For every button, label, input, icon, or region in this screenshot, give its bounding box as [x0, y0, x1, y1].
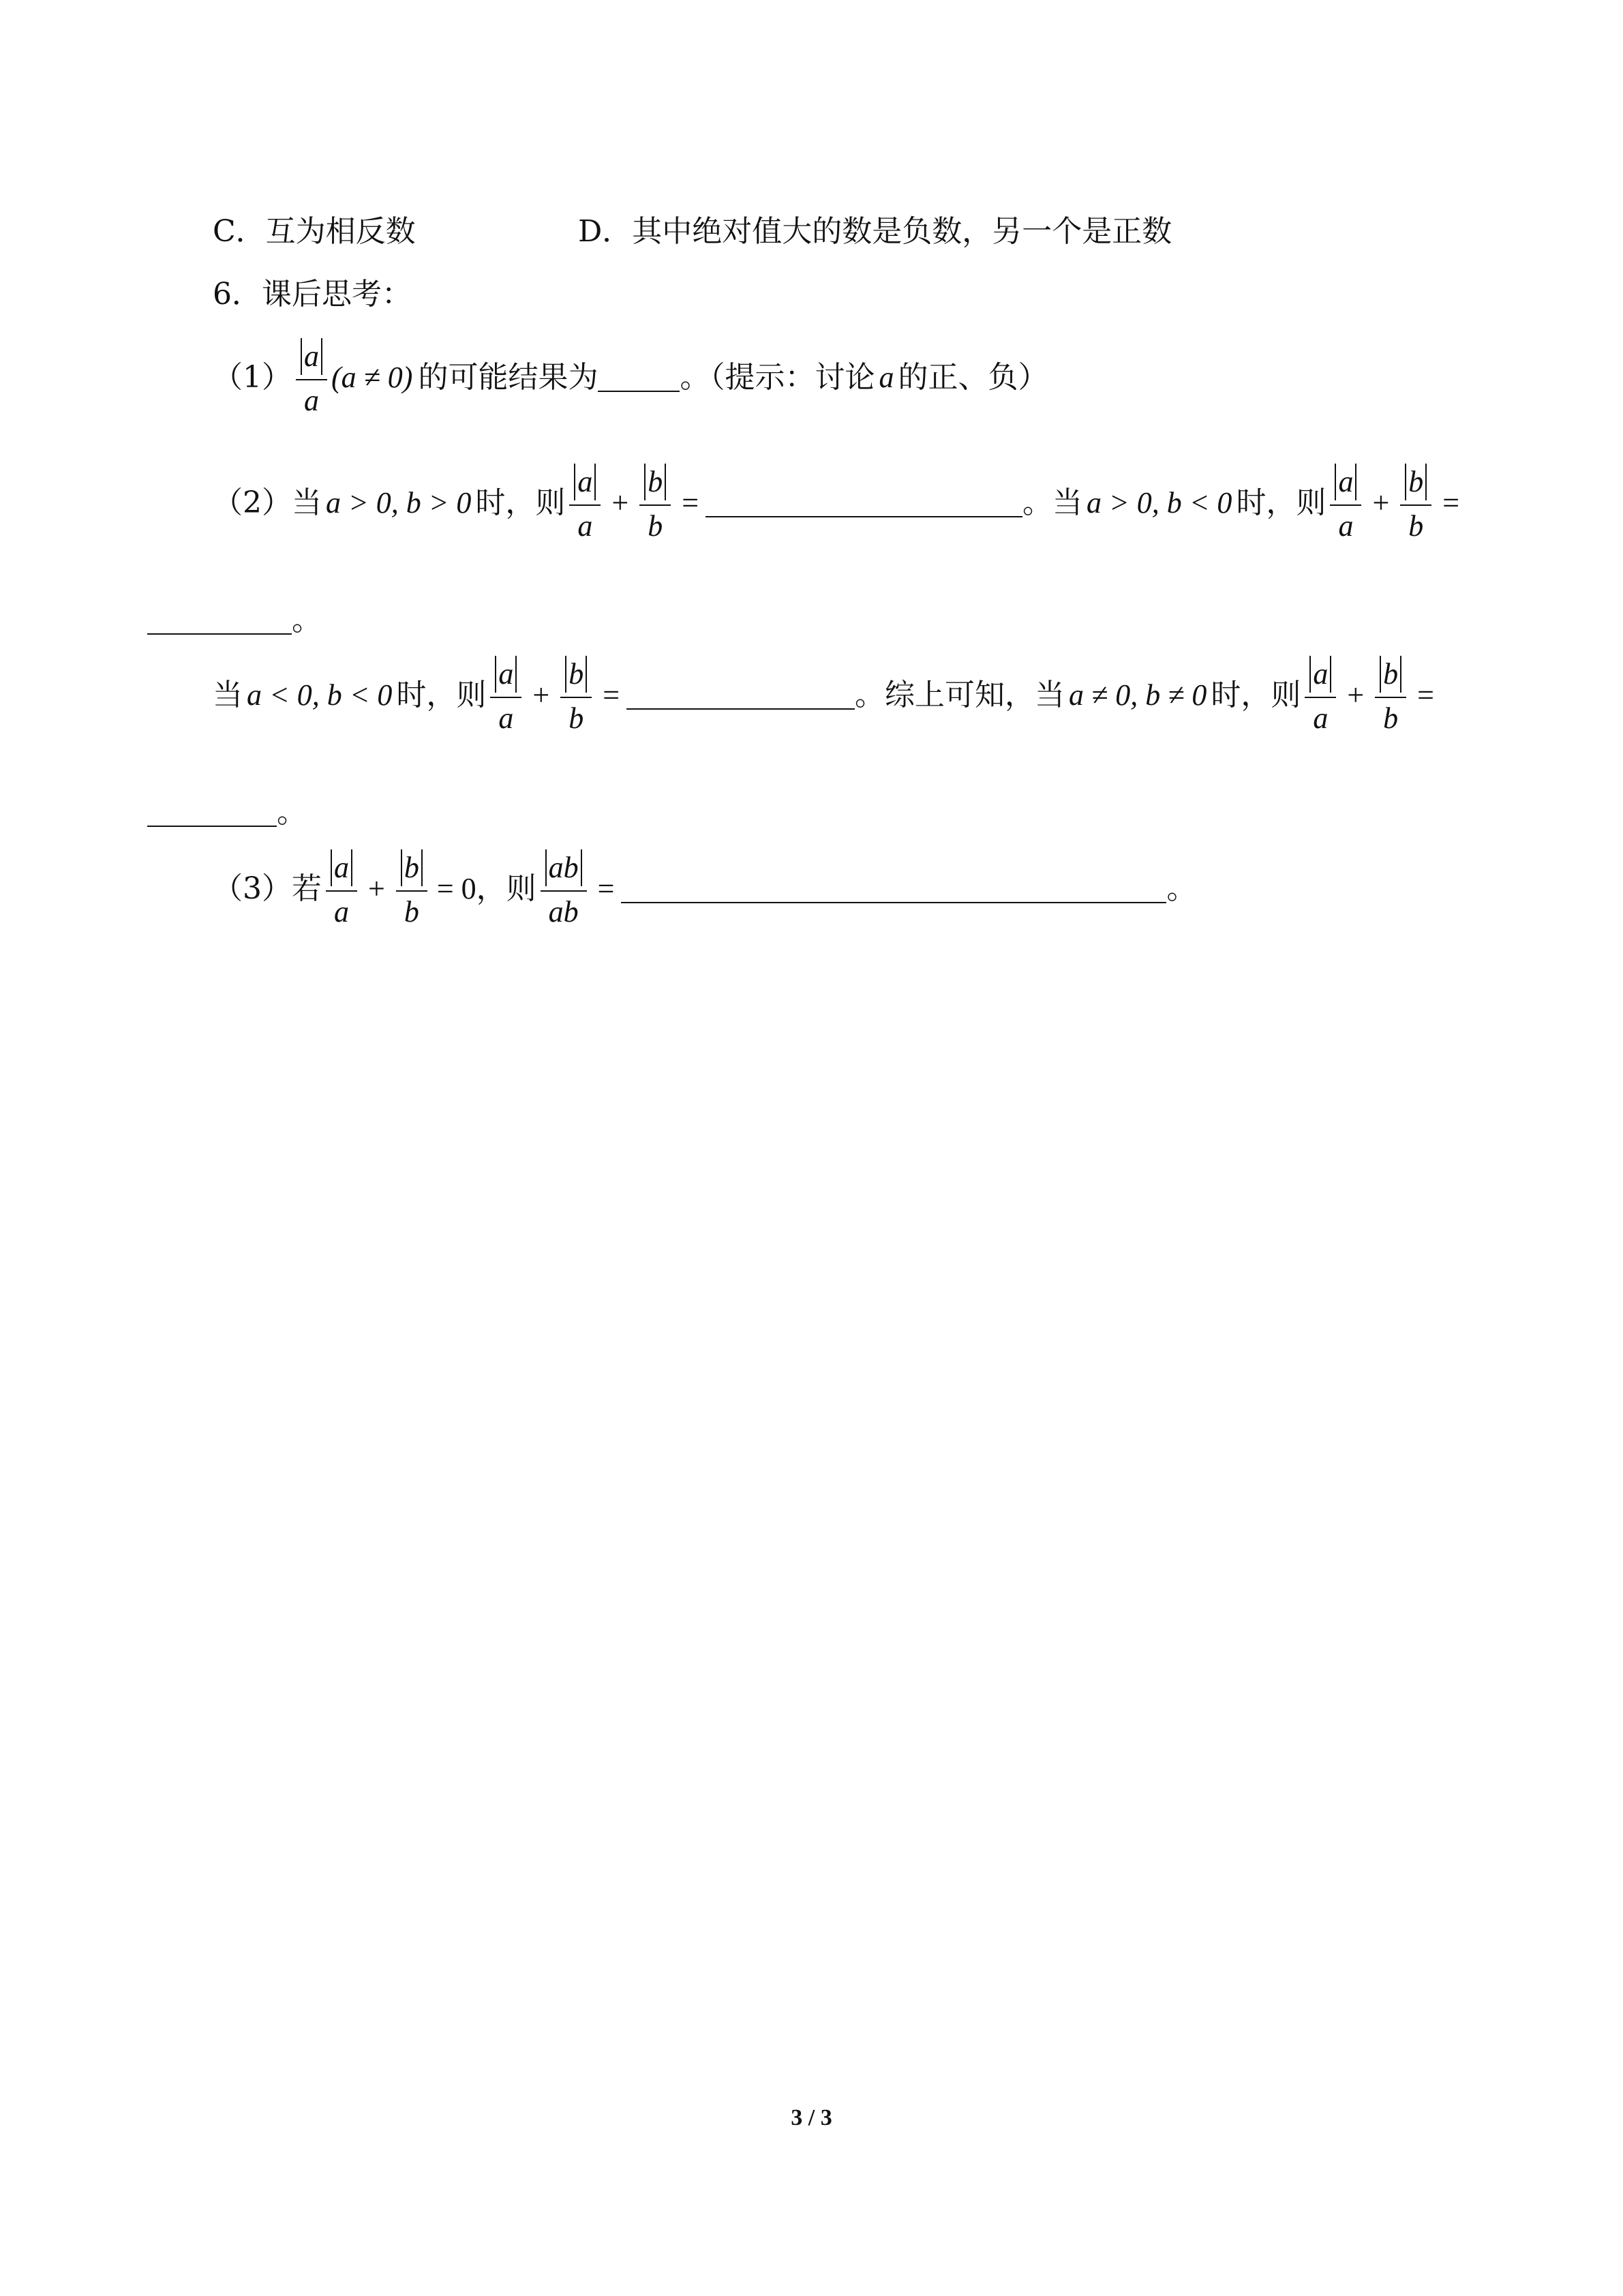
q1-answer-blank[interactable]: [598, 363, 680, 392]
fraction-abs-a-over-a: $\frac{a}{a}$: [296, 338, 327, 417]
q2-answer-blank-4[interactable]: [147, 798, 277, 827]
fraction-abs-b-over-b: $\frac{b}{b}$: [1375, 656, 1406, 735]
fraction-abs-ab-over-ab: $\frac{ab}{ab}$: [541, 849, 587, 928]
q2-answer-blank-3[interactable]: [626, 681, 855, 710]
question-6-2-line-4: 。: [147, 798, 307, 828]
q2-answer-blank-2[interactable]: [147, 606, 292, 635]
q1-condition: (a ≠ 0): [331, 361, 413, 395]
page-number: 3 / 3: [791, 2105, 832, 2130]
q2-condition-2: a > 0, b < 0: [1087, 486, 1232, 520]
option-d-text: D．其中绝对值大的数是负数，另一个是正数: [578, 214, 1172, 249]
fraction-abs-a-over-a: $\frac{a}{a}$: [569, 464, 601, 543]
q2-condition-3: a < 0, b < 0: [247, 678, 393, 712]
fraction-abs-b-over-b: $\frac{b}{b}$: [639, 464, 671, 543]
q2-condition-1: a > 0, b > 0: [326, 486, 472, 520]
q1-number: （1）: [213, 360, 292, 395]
fraction-abs-b-over-b: $\frac{b}{b}$: [560, 656, 592, 735]
fraction-abs-a-over-a: $\frac{a}{a}$: [1330, 464, 1361, 543]
fraction-abs-a-over-a: $\frac{a}{a}$: [490, 656, 521, 735]
fraction-abs-b-over-b: $\frac{b}{b}$: [1400, 464, 1431, 543]
question-6-2-line-2: 。: [147, 605, 322, 635]
option-c: [213, 214, 416, 249]
fraction-abs-a-over-a: $\frac{a}{a}$: [326, 849, 357, 928]
question-6-title: 6．课后思考：: [213, 277, 412, 312]
option-d: [578, 214, 1172, 249]
question-6-3: （3）若 $\frac{a}{a}$ + $\frac{b}{b}$ = 0 ，则 $\frac{ab}{ab}$ = 。: [213, 850, 1197, 928]
option-c-text: C．互为相反数: [213, 214, 416, 249]
question-6-2-line-3: 当 a < 0, b < 0 时，则 $\frac{a}{a}$ + $\frac{b}{b}$ = 。综上可知，当 a ≠ 0, b ≠ 0 时，则 $\frac{a}{a}$ + $\frac{b}{b}$ =: [213, 656, 1434, 735]
fraction-abs-a-over-a: $\frac{a}{a}$: [1305, 656, 1336, 735]
question-6-2-line-1: （2）当 a > 0, b > 0 时，则 $\frac{a}{a}$ + $\frac{b}{b}$ = 。 当 a > 0, b < 0 时，则 $\frac{a}{a}$ + $\frac{b}{b}$ =: [213, 464, 1460, 543]
q2-condition-4: a ≠ 0, b ≠ 0: [1069, 678, 1207, 712]
question-6-1: （1） $\frac{a}{a}$ (a ≠ 0) 的可能结果为 。（提示：讨论 a 的正、负）: [213, 339, 1048, 417]
q2-answer-blank-1[interactable]: [706, 489, 1022, 517]
q3-answer-blank[interactable]: [621, 875, 1166, 903]
fraction-abs-b-over-b: $\frac{b}{b}$: [396, 849, 427, 928]
